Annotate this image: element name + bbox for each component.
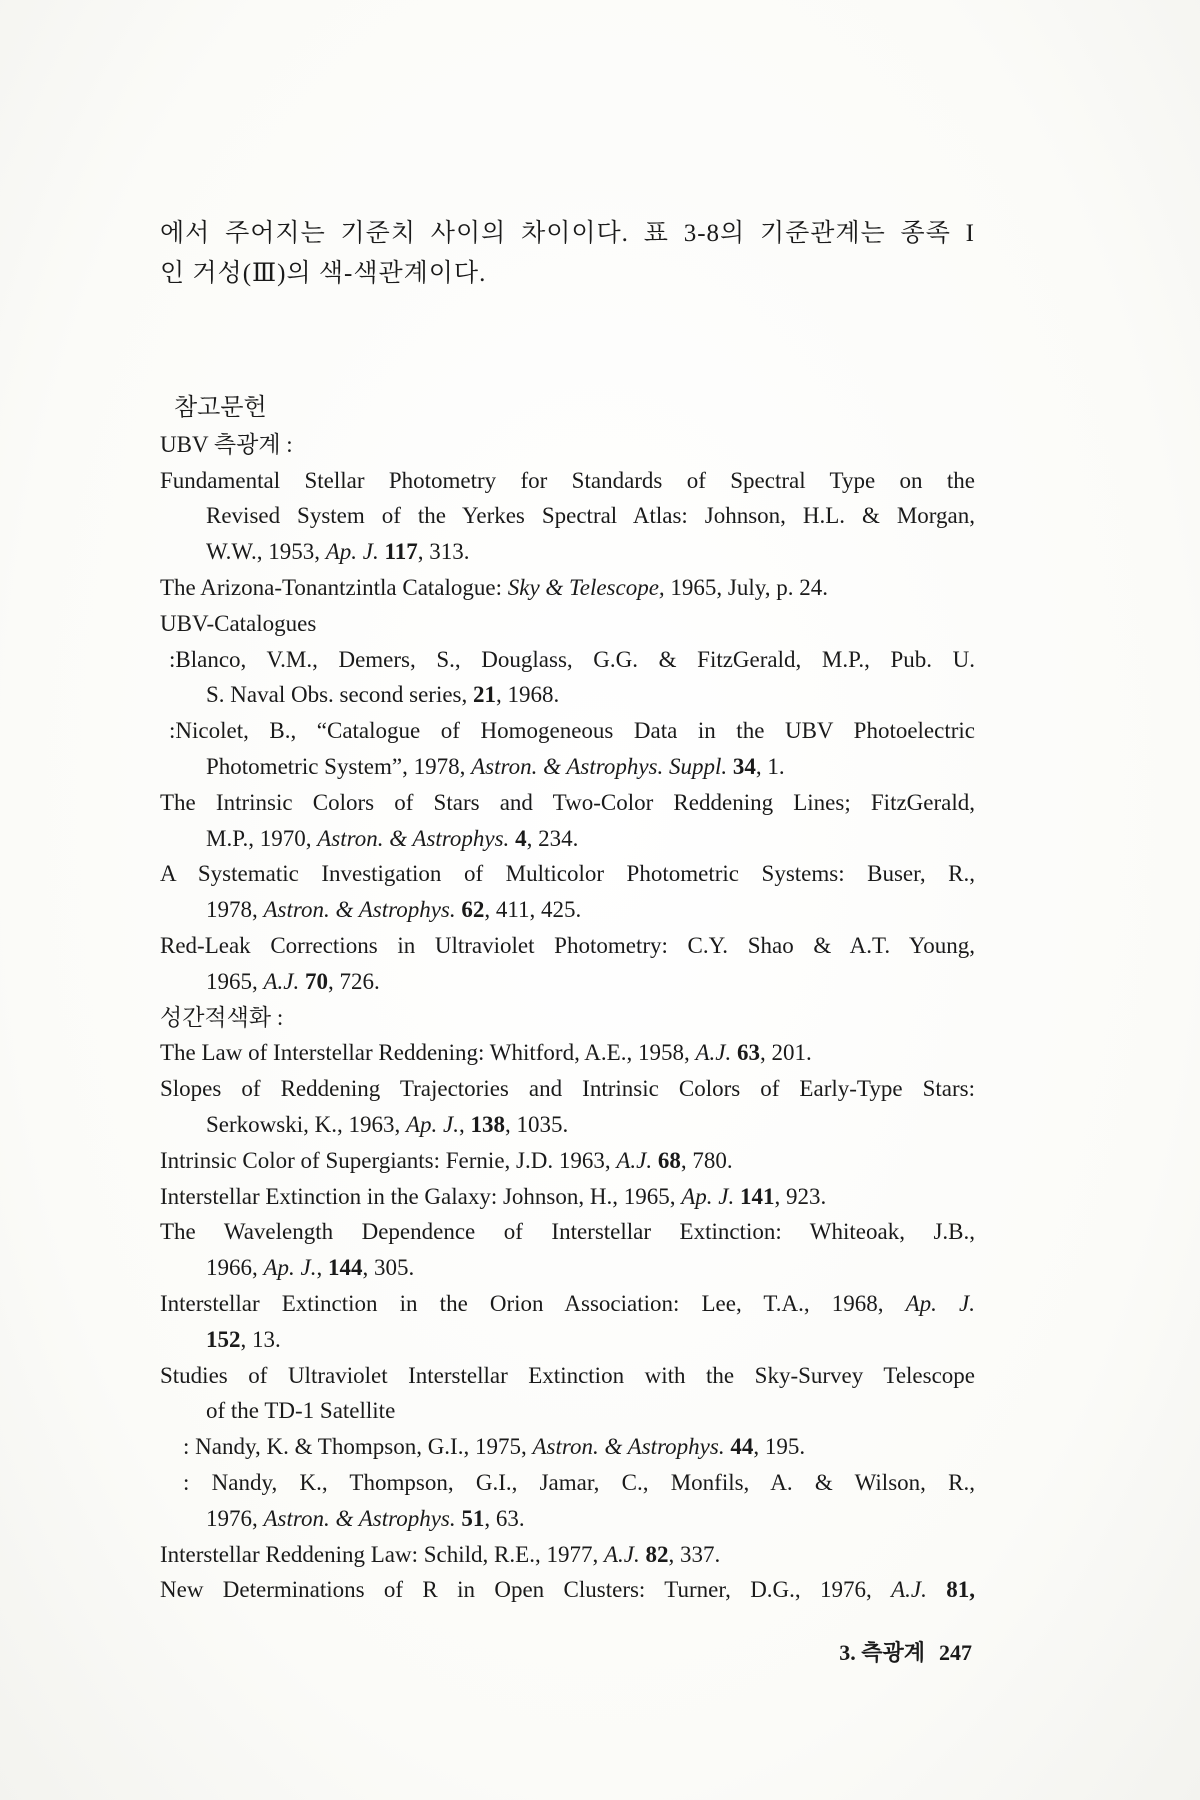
reference-line	[160, 928, 975, 964]
reference-line	[160, 1393, 975, 1429]
reference-text: , 1035.	[505, 1111, 569, 1137]
reference-text: Slopes of Reddening Trajectories and Intrinsic Colors of Early-Type Stars:	[160, 1076, 975, 1102]
journal-name: Ap. J.	[905, 1290, 975, 1316]
running-footer-chapter: 3. 측광계	[839, 1640, 925, 1665]
reference-line	[160, 1322, 975, 1358]
reference-line	[160, 1179, 975, 1215]
references-heading	[160, 391, 975, 427]
volume-number: 63	[731, 1040, 760, 1066]
journal-name: Ap. J.	[325, 539, 379, 565]
reference-line	[160, 964, 975, 1000]
reference-line	[160, 463, 975, 499]
reference-text: , 780.	[680, 1147, 733, 1173]
volume-number: 82	[639, 1541, 669, 1567]
reference-line	[160, 534, 975, 570]
reference-line	[160, 1286, 975, 1322]
volume-number: 68	[652, 1147, 681, 1173]
page-number: 247	[939, 1640, 972, 1665]
reference-line	[160, 1035, 975, 1071]
journal-name: A.J.	[891, 1577, 927, 1603]
body-text-line-1: 에서 주어지는 기준치 사이의 차이이다. 표 3-8의 기준관계는 종족 I	[160, 220, 975, 247]
reference-line	[160, 1143, 975, 1179]
reference-line	[160, 1214, 975, 1250]
reference-text: Photometric System”, 1978,	[206, 753, 472, 779]
reference-text: UBV 측광계 :	[160, 431, 293, 457]
reference-text: W.W., 1953,	[206, 539, 326, 565]
reference-line	[160, 892, 975, 928]
reference-text: 1976,	[206, 1505, 264, 1531]
reference-text: 참고문헌	[174, 395, 267, 421]
volume-number: 51	[455, 1505, 485, 1531]
reference-text: 1978,	[206, 897, 264, 923]
reference-text: , 13.	[240, 1326, 281, 1352]
reference-line	[160, 1501, 975, 1537]
references-section	[160, 391, 975, 1608]
reference-text: , 411, 425.	[484, 897, 582, 923]
reference-text: , 305.	[362, 1255, 415, 1281]
reference-text: New Determinations of R in Open Clusters: Turner, D.G., 1976,	[160, 1577, 892, 1603]
reference-line	[160, 856, 975, 892]
reference-text: 1966,	[206, 1255, 264, 1281]
journal-name: Astron. & Astrophys.	[263, 1505, 456, 1531]
reference-text: Red-Leak Corrections in Ultraviolet Photometry: C.Y. Shao & A.T. Young,	[160, 932, 975, 958]
reference-line	[160, 606, 975, 642]
reference-line	[160, 821, 975, 857]
reference-text: Revised System of the Yerkes Spectral Atlas: Johnson, H.L. & Morgan,	[206, 503, 975, 529]
journal-name: Ap. J.	[405, 1111, 459, 1137]
journal-name: Ap. J.	[263, 1255, 317, 1281]
volume-number: 138	[470, 1111, 505, 1137]
reference-text: , 195.	[753, 1434, 806, 1460]
reference-text: The Wavelength Dependence of Interstellar Extinction: Whiteoak, J.B.,	[160, 1219, 975, 1245]
journal-name: Astron. & Astrophys.	[532, 1434, 725, 1460]
reference-text: S. Naval Obs. second series,	[206, 682, 474, 708]
reference-text: Studies of Ultraviolet Interstellar Extinction with the Sky-Survey Telescope	[160, 1362, 975, 1388]
reference-text: The Arizona-Tonantzintla Catalogue:	[160, 574, 508, 600]
reference-line	[160, 1250, 975, 1286]
journal-name: Sky & Telescope,	[507, 574, 665, 600]
reference-text: ,	[459, 1111, 471, 1137]
reference-text: , 726.	[328, 968, 380, 994]
reference-text: , 63.	[484, 1505, 525, 1531]
reference-text: Interstellar Extinction in the Galaxy: Johnson, H., 1965,	[160, 1183, 682, 1209]
reference-text: Intrinsic Color of Supergiants: Fernie, J.D. 1963,	[160, 1147, 617, 1173]
volume-number: 144	[328, 1255, 363, 1281]
reference-line	[160, 1107, 975, 1143]
volume-number: 44	[724, 1434, 754, 1460]
reference-text: , 234.	[526, 825, 579, 851]
reference-text: :Blanco, V.M., Demers, S., Douglass, G.G. & FitzGerald, M.P., Pub. U.	[169, 646, 975, 672]
reference-text: ,	[316, 1255, 329, 1281]
reference-line	[160, 713, 975, 749]
reference-text: : Nandy, K., Thompson, G.I., Jamar, C., Monfils, A. & Wilson, R.,	[183, 1469, 975, 1495]
volume-number: 4	[509, 825, 527, 851]
reference-line	[160, 749, 975, 785]
reference-text: Fundamental Stellar Photometry for Standards of Spectral Type on the	[160, 467, 975, 493]
reference-text: UBV-Catalogues	[160, 610, 317, 636]
reference-line	[160, 1537, 975, 1573]
reference-text: , 337.	[668, 1541, 721, 1567]
reference-text: , 1.	[755, 753, 785, 779]
reference-line	[160, 1000, 975, 1036]
reference-text: :Nicolet, B., “Catalogue of Homogeneous Data in the UBV Photoelectric	[169, 718, 975, 744]
reference-line	[160, 1465, 975, 1501]
reference-text: A Systematic Investigation of Multicolor Photometric Systems: Buser, R.,	[160, 861, 975, 887]
reference-text: , 201.	[759, 1040, 812, 1066]
page-footer	[812, 1636, 972, 1667]
reference-text: Serkowski, K., 1963,	[206, 1111, 406, 1137]
reference-text: Interstellar Reddening Law: Schild, R.E., 1977,	[160, 1541, 604, 1567]
reference-line	[160, 1358, 975, 1394]
body-text-line-2: 인 거성(Ⅲ)의 색-색관계이다.	[160, 260, 487, 287]
volume-number: 70	[299, 968, 329, 994]
reference-line	[160, 1572, 975, 1608]
reference-text: : Nandy, K. & Thompson, G.I., 1975,	[183, 1434, 533, 1460]
reference-text: , 923.	[774, 1183, 827, 1209]
reference-text: , 1968.	[496, 682, 560, 708]
journal-name: Astron. & Astrophys.	[317, 825, 510, 851]
journal-name: A.J.	[695, 1040, 732, 1066]
reference-line	[160, 427, 975, 463]
volume-number: 152	[206, 1326, 241, 1352]
volume-number: 81,	[926, 1577, 975, 1603]
reference-text: , 313.	[417, 539, 470, 565]
journal-name: Astron. & Astrophys.	[263, 897, 456, 923]
reference-line	[160, 1429, 975, 1465]
reference-text: 1965, July, p. 24.	[664, 574, 829, 600]
reference-line	[160, 498, 975, 534]
reference-text: The Intrinsic Colors of Stars and Two-Color Reddening Lines; FitzGerald,	[160, 789, 975, 815]
volume-number: 141	[734, 1183, 775, 1209]
volume-number: 117	[378, 539, 418, 565]
journal-name: A.J.	[263, 968, 300, 994]
journal-name: Astron. & Astrophys. Suppl.	[471, 753, 728, 779]
reference-line	[160, 677, 975, 713]
reference-line	[160, 785, 975, 821]
volume-number: 34	[727, 753, 756, 779]
reference-text: 1965,	[206, 968, 264, 994]
journal-name: A.J.	[616, 1147, 653, 1173]
volume-number: 21	[473, 682, 497, 708]
reference-text: The Law of Interstellar Reddening: Whitford, A.E., 1958,	[160, 1040, 696, 1066]
reference-line	[160, 1071, 975, 1107]
volume-number: 62	[455, 897, 485, 923]
reference-text: of the TD-1 Satellite	[206, 1398, 396, 1424]
reference-text: 성간적색화 :	[160, 1004, 284, 1030]
journal-name: A.J.	[603, 1541, 640, 1567]
reference-text: Interstellar Extinction in the Orion Association: Lee, T.A., 1968,	[160, 1290, 906, 1316]
reference-line	[160, 570, 975, 606]
journal-name: Ap. J.	[681, 1183, 735, 1209]
reference-text: M.P., 1970,	[206, 825, 318, 851]
reference-line	[160, 642, 975, 678]
